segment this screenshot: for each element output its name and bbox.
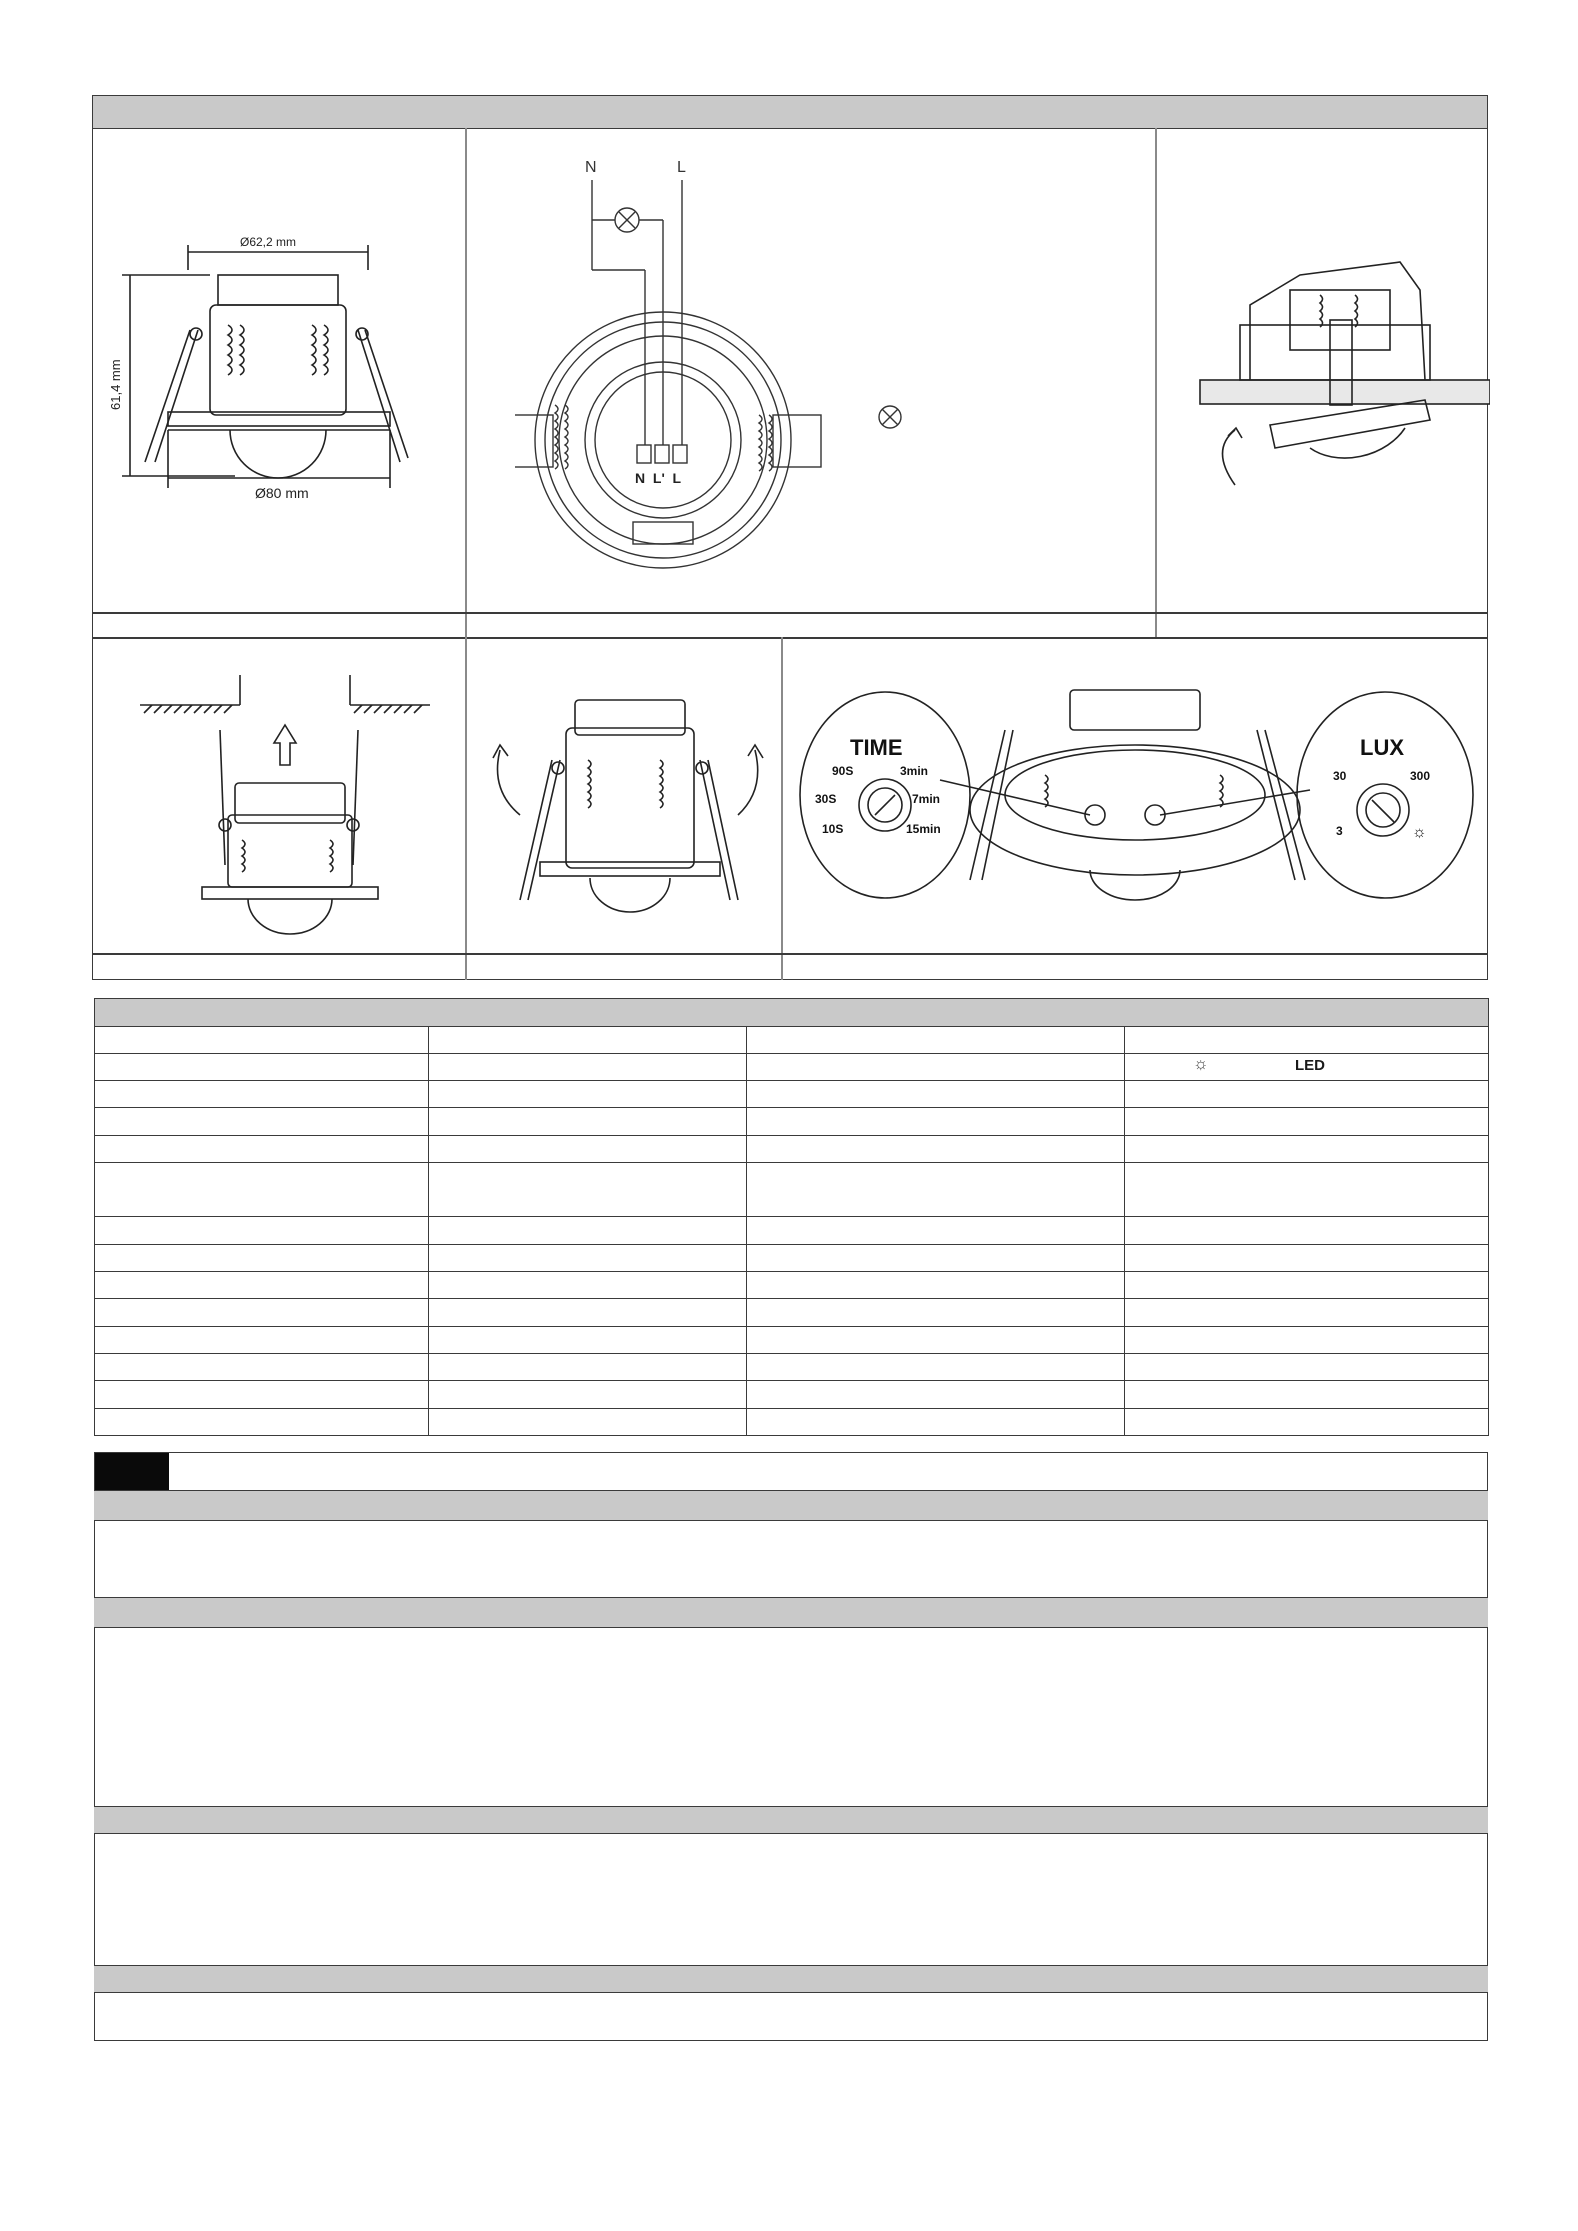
dim-top-label: Ø62,2 mm	[240, 235, 297, 249]
divider	[1155, 128, 1157, 638]
led-label: LED	[1295, 1056, 1325, 1074]
table-row	[95, 1080, 1489, 1107]
ceiling-insert-drawing	[130, 665, 450, 945]
dimension-drawing	[100, 230, 440, 500]
table-row	[95, 1027, 1489, 1053]
wire-n-label: N	[585, 159, 597, 176]
tilt-install-drawing	[1190, 250, 1490, 510]
sun-icon: ☼	[1412, 824, 1427, 841]
table-row	[95, 1217, 1489, 1244]
divider	[781, 637, 783, 980]
figures-header-bar	[93, 96, 1487, 129]
lux-title: LUX	[1360, 735, 1404, 760]
time-mark-3min: 3min	[900, 764, 929, 778]
dim-height-label: 61,4 mm	[108, 359, 123, 410]
divider	[92, 637, 1488, 639]
text-sections-panel	[94, 1452, 1488, 2041]
spec-table-panel	[94, 998, 1488, 1436]
table-row	[95, 1108, 1489, 1135]
spec-table-header	[95, 999, 1489, 1027]
time-title: TIME	[850, 735, 903, 760]
adjustment-dials-drawing	[790, 675, 1480, 945]
time-mark-90s: 90S	[832, 764, 854, 778]
section-header-3	[94, 1806, 1488, 1834]
lamp-icon	[875, 402, 905, 432]
table-row	[95, 1326, 1489, 1353]
lux-mark-30: 30	[1333, 769, 1347, 783]
table-row	[95, 1408, 1489, 1435]
section-header-2	[94, 1597, 1488, 1628]
time-mark-30s: 30S	[815, 792, 837, 806]
lux-mark-300: 300	[1410, 769, 1431, 783]
divider	[92, 612, 1488, 614]
sun-icon: ☼	[1193, 1053, 1209, 1073]
spec-table	[94, 998, 1489, 1436]
dim-bottom-label: Ø80 mm	[255, 485, 309, 500]
table-row	[95, 1381, 1489, 1408]
table-row	[95, 1272, 1489, 1299]
time-mark-15min: 15min	[906, 822, 941, 836]
wiring-diagram	[515, 150, 935, 590]
led-cell	[1125, 1053, 1489, 1080]
terminal-labels: N L' L	[635, 470, 682, 486]
table-row	[95, 1135, 1489, 1162]
table-row	[95, 1162, 1489, 1217]
divider	[465, 637, 467, 980]
section-header-1	[94, 1490, 1488, 1521]
wire-l-label: L	[677, 159, 686, 176]
section-header-4	[94, 1965, 1488, 1993]
language-tab	[95, 1453, 169, 1491]
divider	[92, 953, 1488, 955]
table-row	[95, 1299, 1489, 1326]
table-row	[95, 1053, 1489, 1080]
lux-mark-3: 3	[1336, 824, 1343, 838]
time-mark-7min: 7min	[912, 792, 941, 806]
table-row	[95, 1244, 1489, 1271]
table-row	[95, 1354, 1489, 1381]
spring-clip-drawing	[480, 690, 770, 930]
divider	[465, 128, 467, 638]
time-mark-10s: 10S	[822, 822, 844, 836]
